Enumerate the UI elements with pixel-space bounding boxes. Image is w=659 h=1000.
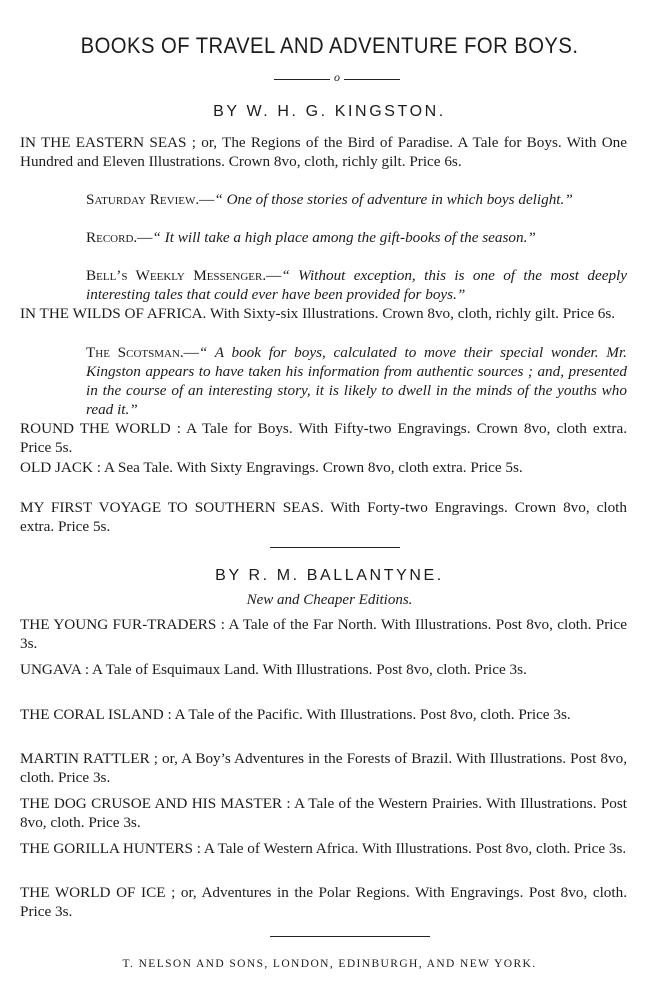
title-ornament — [274, 72, 400, 86]
entry-eastern-seas: IN THE EASTERN SEAS ; or, The Regions of the Bird of Paradise. A Tale for Boys. With One Hundred and Eleven Illustrations. Crown 8vo, cloth, richly gilt. Price 6s. — [20, 134, 627, 170]
page-title: BOOKS OF TRAVEL AND ADVENTURE FOR BOYS. — [80, 33, 579, 58]
entry-ungava: UNGAVA : A Tale of Esquimaux Land. With Illustrations. Post 8vo, cloth. Price 3s. — [20, 661, 527, 678]
review-quote: “ One of those stories of adventure in which boys delight.” — [214, 191, 573, 208]
entry-gorilla-hunters: THE GORILLA HUNTERS : A Tale of Western Africa. With Illustrations. Post 8vo, cloth. Price 3s. — [20, 840, 627, 857]
kingston-heading: BY W. H. G. KINGSTON. — [213, 103, 446, 120]
review-quote: “ A book for boys, calculated to move their special wonder. Mr. Kingston appears to have taken his information from authentic sources ; and, presented in the course of an interesting story, it is likely to dwell in the minds of the youths who read it.” — [86, 344, 627, 418]
footer-divider — [270, 936, 430, 937]
ballantyne-subheading: New and Cheaper Editions. — [246, 592, 413, 608]
publisher-imprint: T. NELSON AND SONS, LONDON, EDINBURGH, AND NEW YORK. — [122, 958, 537, 970]
entry-world-of-ice: THE WORLD OF ICE ; or, Adventures in the Polar Regions. With Engravings. Post 8vo, cloth. Price 3s. — [20, 884, 627, 920]
entry-round-the-world: ROUND THE WORLD : A Tale for Boys. With Fifty-two Engravings. Crown 8vo, cloth extra. Price 5s. — [20, 420, 627, 456]
review-scotsman — [86, 343, 627, 419]
section-divider — [270, 547, 400, 548]
entry-old-jack: OLD JACK : A Sea Tale. With Sixty Engravings. Crown 8vo, cloth extra. Price 5s. — [20, 459, 523, 476]
review-record — [86, 228, 627, 247]
review-source: The Scotsman.— — [86, 344, 199, 361]
ornament-mark: o — [334, 70, 340, 84]
review-quote: “ It will take a high place among the gift-books of the season.” — [152, 229, 536, 246]
ballantyne-heading: BY R. M. BALLANTYNE. — [215, 567, 444, 584]
entry-wilds-of-africa: IN THE WILDS OF AFRICA. With Sixty-six Illustrations. Crown 8vo, cloth, richly gilt. Price 6s. — [20, 305, 616, 322]
review-saturday — [86, 190, 627, 209]
entry-coral-island: THE CORAL ISLAND : A Tale of the Pacific. With Illustrations. Post 8vo, cloth. Price 3s. — [20, 706, 571, 723]
entry-young-fur-traders: THE YOUNG FUR-TRADERS : A Tale of the Far North. With Illustrations. Post 8vo, cloth. Price 3s. — [20, 616, 627, 652]
ornament-rule-right — [344, 79, 400, 80]
entry-dog-crusoe: THE DOG CRUSOE AND HIS MASTER : A Tale of the Western Prairies. With Illustrations. Post 8vo, cloth. Price 3s. — [20, 795, 627, 831]
review-source: Bell’s Weekly Messenger.— — [86, 267, 282, 284]
entry-first-voyage: MY FIRST VOYAGE TO SOUTHERN SEAS. With Forty-two Engravings. Crown 8vo, cloth extra. Price 5s. — [20, 499, 627, 535]
ornament-rule-left — [274, 79, 330, 80]
review-quote: “ Without exception, this is one of the most deeply interesting tales that could ever have been provided for boys.” — [86, 267, 627, 303]
review-bells-weekly — [86, 266, 627, 304]
review-source: Record.— — [86, 229, 153, 246]
review-source: Saturday Review.— — [86, 191, 215, 208]
entry-martin-rattler: MARTIN RATTLER ; or, A Boy’s Adventures in the Forests of Brazil. With Illustrations. Post 8vo, cloth. Price 3s. — [20, 750, 627, 786]
